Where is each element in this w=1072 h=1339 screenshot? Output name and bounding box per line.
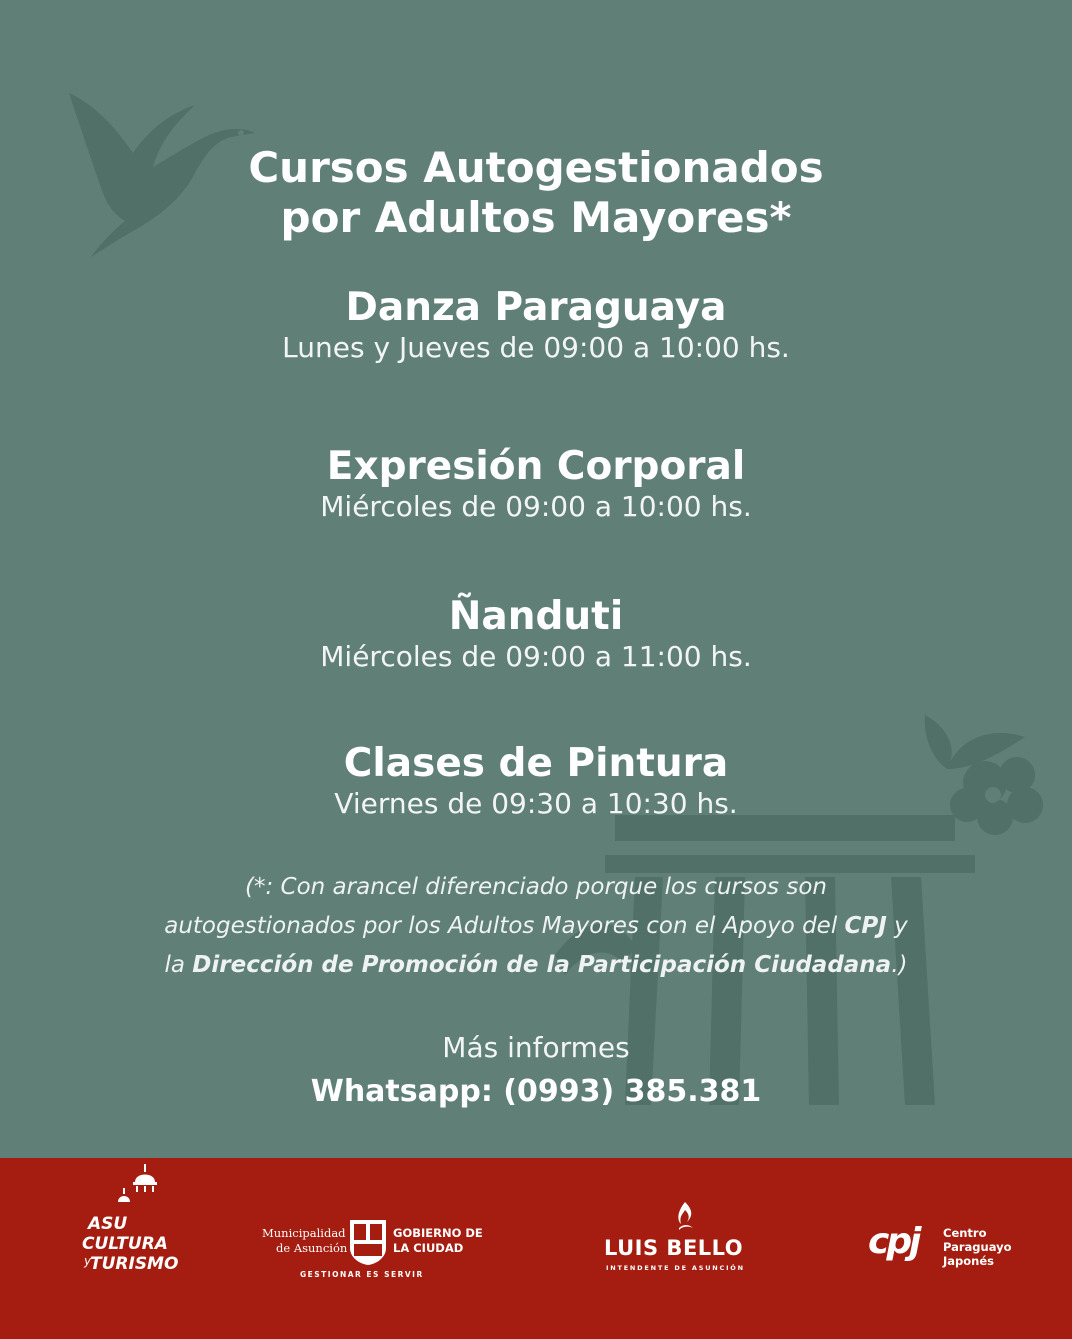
page-title <box>0 143 1072 243</box>
note-text: .) <box>891 952 908 978</box>
course-item <box>0 444 1072 524</box>
footer-logos <box>0 1158 1072 1339</box>
course-schedule: Miércoles de 09:00 a 10:00 hs. <box>320 490 752 523</box>
la-ciudad-text: LA CIUDAD <box>393 1241 464 1255</box>
title-line-2: por Adultos Mayores* <box>280 193 792 242</box>
tagline-text: GESTIONAR ES SERVIR <box>300 1270 424 1279</box>
course-name: Ñanduti <box>448 594 624 639</box>
flame-icon <box>675 1202 695 1234</box>
note-bold: Dirección de Promoción de la Participación Ciudadana <box>192 952 892 978</box>
municipalidad-logo <box>262 1210 487 1282</box>
japones-text: Japonés <box>943 1254 995 1268</box>
note-text: autogestionados por los Adultos Mayores con el Apoyo del <box>164 913 845 939</box>
whatsapp-contact: Whatsapp: (0993) 385.381 <box>310 1074 762 1109</box>
cpj-mark: cpj <box>868 1221 919 1262</box>
note-line-1: (*: Con arancel diferenciado porque los cursos son <box>245 874 827 900</box>
course-name: Clases de Pintura <box>343 741 729 786</box>
intendente-text: INTENDENTE DE ASUNCIÓN <box>606 1264 745 1272</box>
asu-text: ASU <box>88 1214 128 1234</box>
note-bold: CPJ <box>844 913 887 939</box>
note-text: la <box>164 952 193 978</box>
course-schedule: Lunes y Jueves de 09:00 a 10:00 hs. <box>282 331 790 364</box>
asu-cultura-logo <box>60 1158 190 1339</box>
luis-bello-name: LUIS BELLO <box>604 1236 744 1260</box>
course-schedule: Viernes de 09:30 a 10:30 hs. <box>334 787 738 820</box>
gobierno-text: GOBIERNO DE <box>393 1226 483 1240</box>
course-item <box>0 285 1072 365</box>
fee-note <box>0 868 1072 985</box>
title-line-1: Cursos Autogestionados <box>248 143 824 192</box>
course-name: Danza Paraguaya <box>345 285 727 330</box>
centro-text: Centro <box>943 1226 987 1240</box>
cultura-text: CULTURA <box>82 1234 168 1254</box>
de-asuncion-text: de Asunción <box>276 1241 348 1255</box>
y-text: y <box>84 1254 92 1268</box>
luis-bello-logo <box>602 1202 772 1278</box>
course-schedule: Miércoles de 09:00 a 11:00 hs. <box>320 640 752 673</box>
note-text: y <box>886 913 908 939</box>
course-item <box>0 741 1072 821</box>
municipalidad-text: Municipalidad <box>262 1226 346 1240</box>
course-name: Expresión Corporal <box>326 444 746 489</box>
turismo-text: TURISMO <box>90 1254 179 1274</box>
info-label: Más informes <box>442 1031 630 1064</box>
shield-icon <box>348 1218 388 1266</box>
note-line-3 <box>0 946 1072 985</box>
cpj-logo <box>868 1220 1028 1280</box>
course-item <box>0 594 1072 674</box>
paraguayo-text: Paraguayo <box>943 1240 1012 1254</box>
note-line-2 <box>0 907 1072 946</box>
